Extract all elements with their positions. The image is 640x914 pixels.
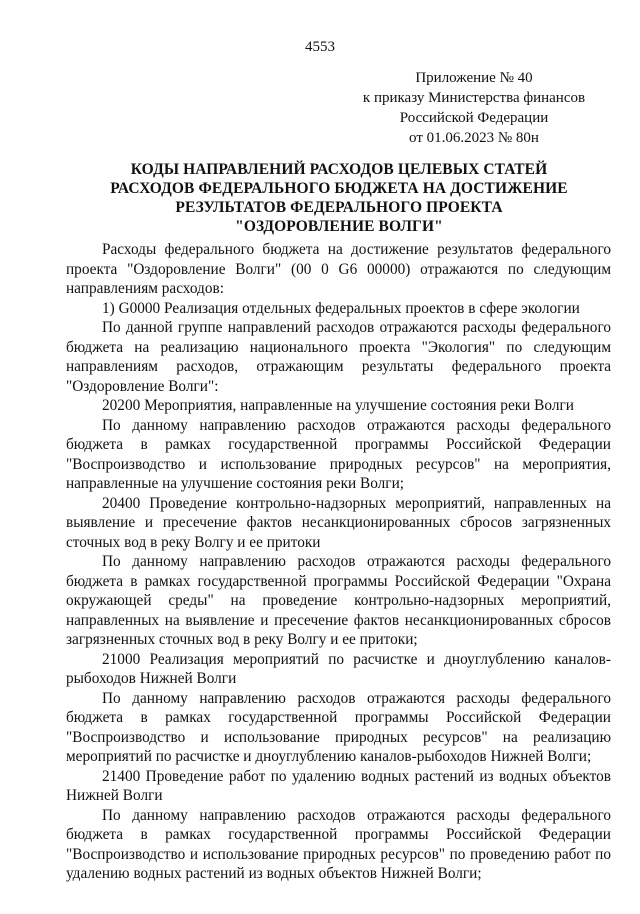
paragraph-code-20400: 20400 Проведение контрольно-надзорных мероприятий, направленных на выявление и пресечение фактов несанкционированных сбросов загрязненных сточных вод в реку Волгу и ее притоки [66,494,611,551]
paragraph-code-21400: 21400 Проведение работ по удалению водных растений из водных объектов Нижней Волги [66,767,611,804]
paragraph-code-21400-description: По данному направлению расходов отражаются расходы федерального бюджета в рамках государственной программы Российской Федерации "Воспроизводство и использование природных ресурсов" по проведению работ по удалению водных растений из водных объектов Нижней Волги; [66,806,611,882]
appendix-federation: Российской Федерации [399,110,549,126]
paragraph-code-20200: 20200 Мероприятия, направленные на улучшение состояния реки Волги [102,397,574,414]
appendix-block [340,68,608,148]
document-body [66,240,611,884]
appendix-number: Приложение № 40 [415,70,533,86]
appendix-date: от 01.06.2023 № 80н [409,130,539,146]
paragraph-code-20200-description: По данному направлению расходов отражаются расходы федерального бюджета в рамках государственной программы Российской Федерации "Воспроизводство и использование природных ресурсов" на мероприятия, направленные на улучшение состояния реки Волги; [66,416,611,492]
paragraph-intro: Расходы федерального бюджета на достижение результатов федерального проекта "Оздоровление Волги" (00 0 G6 00000) отражаются по следующим направлениям расходов: [66,241,611,297]
title-line-1: КОДЫ НАПРАВЛЕНИЙ РАСХОДОВ ЦЕЛЕВЫХ СТАТЕЙ [130,161,548,178]
document-title [66,160,612,236]
title-line-3: РЕЗУЛЬТАТОВ ФЕДЕРАЛЬНОГО ПРОЕКТА [175,199,503,216]
page-number: 4553 [305,39,335,55]
title-line-4: "ОЗДОРОВЛЕНИЕ ВОЛГИ" [235,218,443,235]
paragraph-code-21000-description: По данному направлению расходов отражаются расходы федерального бюджета в рамках государственной программы Российской Федерации "Воспроизводство и использование природных ресурсов" на реализацию мероприятий по расчистке и дноуглублению каналов-рыбоходов Нижней Волги; [66,689,611,765]
title-line-2: РАСХОДОВ ФЕДЕРАЛЬНОГО БЮДЖЕТА НА ДОСТИЖЕНИЕ [110,180,568,197]
appendix-order: к приказу Министерства финансов [362,90,586,106]
paragraph-code-20400-description: По данному направлению расходов отражаются расходы федерального бюджета в рамках государственной программы Российской Федерации "Охрана окружающей среды" на проведение контрольно-надзорных мероприятий, направленных на выявление и пресечение фактов несанкционированных сбросов загрязненных сточных вод в реку Волгу и ее притоки; [66,553,611,648]
paragraph-group-g0000: 1) G0000 Реализация отдельных федеральных проектов в сфере экологии [102,299,580,317]
paragraph-code-21000: 21000 Реализация мероприятий по расчистке и дноуглублению каналов-рыбоходов Нижней Волги [66,650,611,687]
paragraph-group-description: По данной группе направлений расходов отражаются расходы федерального бюджета на реализацию национального проекта "Экология" по следующим направлениям расходов, отражающим результаты федерального проекта "Оздоровление Волги": [66,319,611,395]
